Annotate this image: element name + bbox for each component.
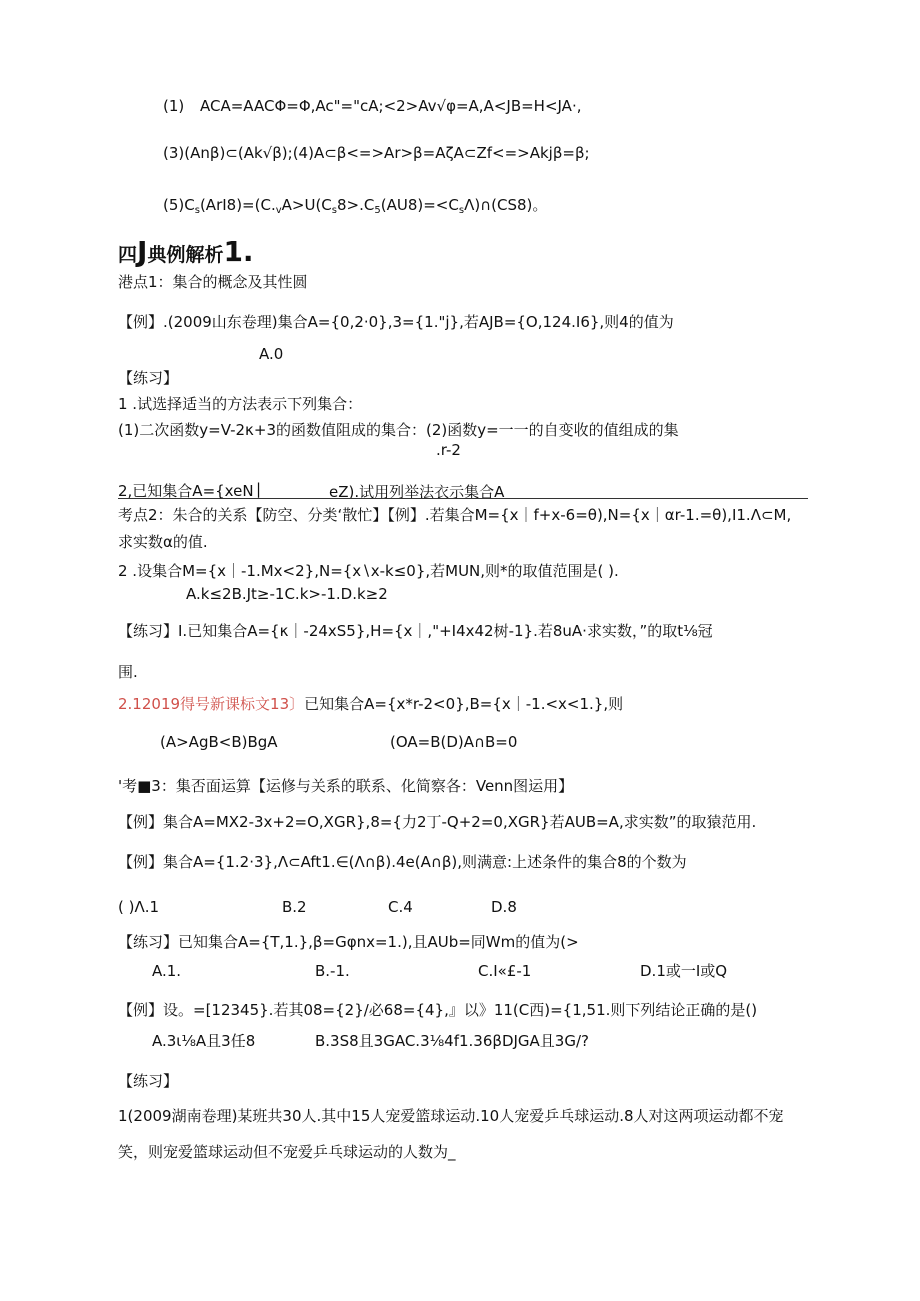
section-heading: 四J典例解析1. xyxy=(118,235,254,268)
point-1-title: 港点1：集合的概念及其性圆 xyxy=(118,273,308,291)
point-2-title: 考点2：朱合的关系【防空、分类‘散忙】【例】.若集合M={x｜f+x-6=θ),N={x｜αr-1.=θ),I1.Λ⊂M, xyxy=(118,506,792,524)
example-2-question: 2 .设集合M={x｜-1.Mx<2},N={x∖x-k≤0},若MUN,则*的取值范围是( ). xyxy=(118,562,619,580)
practice-1-q1b: .r-2 xyxy=(436,441,461,459)
practice-3-option-d: D.1或一I或Q xyxy=(640,962,728,980)
practice-3-option-b: B.-1. xyxy=(315,962,350,980)
example-1: 【例】.(2009山东卷理)集合A={0,2·0},3={1."j},若AJB={O,124.I6},则4的值为 xyxy=(118,313,674,331)
practice-2-q1b: 围. xyxy=(118,663,138,681)
practice-2-q1a: 【练习】I.已知集合A={κ｜-24xS5},H={x｜,"+I4x42树-1}.若8uA·求实数，”的取t⅛冠 xyxy=(118,622,713,640)
practice-2-option-2: (OA=B(D)A∩B=0 xyxy=(390,733,518,751)
practice-2-option-1: (A>AgB<B)BgA xyxy=(160,733,278,751)
practice-2-q2: 2.12019得号新课标文13〕已知集合A={x*r-2<0},B={x｜-1.<x<1.},则 xyxy=(118,695,624,713)
point-3-title: '考■3：集否面运算【运修与关系的联系、化简察各：Venn图运用】 xyxy=(118,777,574,795)
point-2-line2: 求实数α的值. xyxy=(118,533,208,551)
example-5: 【例】设。=[12345}.若其08={2}/必68={4},』以》11(C西)={1,51.则下列结论正确的是() xyxy=(118,1001,758,1019)
practice-label: 【练习】 xyxy=(118,369,179,387)
property-1-text: ACA=AACΦ=Φ,Ac"="cA;<2>Av√φ=A,A<JB=H<JA·, xyxy=(200,97,582,115)
practice-3-option-c: C.I«£-1 xyxy=(478,962,532,980)
practice-3-option-a: A.1. xyxy=(152,962,182,980)
practice-1-q2-bar: | xyxy=(256,480,262,498)
practice-4-q1: 1(2009湖南卷理)某班共30人.其中15人宠爱篮球运动.10人宠爱乒乓球运动.8人对这两项运动都不宠 xyxy=(118,1107,784,1125)
property-3-4-text: (3)(Anβ)⊂(Ak√β);(4)A⊂β<=>Ar>β=AζA⊂Zf<=>Akjβ=β; xyxy=(163,144,590,162)
example-4-option-c: C.4 xyxy=(388,898,413,916)
example-4-paren-option-a: ( )Λ.1 xyxy=(118,898,160,916)
example-4-option-b: B.2 xyxy=(282,898,307,916)
practice-4-label: 【练习】 xyxy=(118,1072,179,1090)
practice-4-q2: 笑，则宠爱篮球运动但不宠爱乒乓球运动的人数为_ xyxy=(118,1143,456,1161)
example-1-option: A.0 xyxy=(259,345,284,363)
practice-1-q1: 1 .试选择适当的方法表示下列集合： xyxy=(118,395,363,413)
example-3: 【例】集合A=MX2-3x+2=O,XGR},8={力2丁-Q+2=0,XGR}若AUB=A,求实数”的取猿范用. xyxy=(118,813,757,831)
example-5-option-b: B.3S8且3GAC.3⅛4f1.36βDJGA且3G/? xyxy=(315,1032,589,1050)
practice-1-q2a: 2,已知集合A={xeN xyxy=(118,482,254,500)
property-5-text: $(5)C_s(ArI8)=(C._vA>U(C_s8>.C_5(AU8)=<C_s\Lambda)\cap(CS8)$。 xyxy=(163,196,548,216)
practice-1-q1a: (1)二次函数y=V-2κ+3的函数值阻成的集合：(2)函数y=一一的自变收的值组成的集 xyxy=(118,421,679,439)
example-2-options: A.k≤2B.Jt≥-1C.k>-1.D.k≥2 xyxy=(186,585,388,603)
example-5-option-a: A.3ι⅛A且3任8 xyxy=(152,1032,256,1050)
example-4-option-d: D.8 xyxy=(491,898,517,916)
property-1-number: (1) xyxy=(163,97,185,115)
example-4: 【例】集合A={1.2·3},Λ⊂Aft1.∈(Λ∩β).4e(A∩β),则满意:上述条件的集合8的个数为 xyxy=(118,853,687,871)
practice-3-question: 【练习】已知集合A={T,1.},β=Gφnx=1.),且AUb=同Wm的值为(> xyxy=(118,933,579,951)
divider-line xyxy=(118,498,808,499)
practice-1-q2b: eZ).试用列举法衣示集合A xyxy=(329,483,505,501)
